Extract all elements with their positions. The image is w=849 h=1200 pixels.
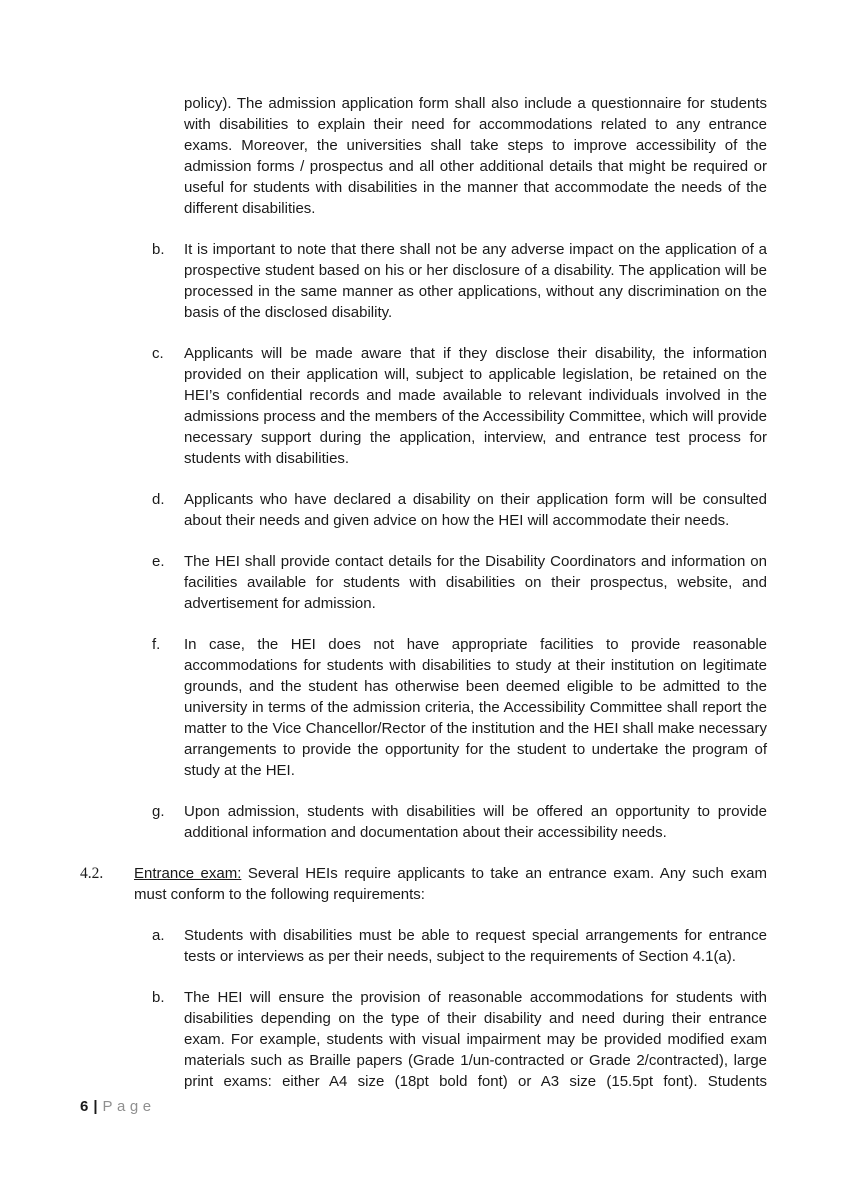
section-number: 4.2. [80,865,104,882]
list-item-text: Applicants who have declared a disability on their application form will be consulted about their needs and given advice on how the HEI will accommodate their needs. [184,491,767,529]
section-4-2 [80,863,767,905]
footer-separator: | [93,1098,98,1115]
list-item-g [152,801,767,843]
list-item-b [152,239,767,323]
list-item-text: Students with disabilities must be able to request special arrangements for entrance tests or interviews as per their needs, subject to the requirements of Section 4.1(a). [184,927,767,965]
list-item-label: c. [152,345,164,362]
sub-item-a [152,925,767,967]
paragraph-continuation: policy). The admission application form shall also include a questionnaire for students with disabilities to explain their need for accommodations related to any entrance exams. Moreover, the universities shall take steps to improve accessibility of the admission forms / prospectus and all other additional details that might be required or useful for students with disabilities in the manner that accommodate the needs of the different disabilities. [184,95,767,217]
list-item-text: In case, the HEI does not have appropriate facilities to provide reasonable accommodations for students with disabilities to study at their institution on legitimate grounds, and the student has otherwise been deemed eligible to be admitted to the university in terms of the admission criteria, the Accessibility Committee shall report the matter to the Vice Chancellor/Rector of the institution and the HEI shall make necessary arrangements to provide the opportunity for the student to undertake the program of study at the HEI. [184,636,767,779]
list-item-label: b. [152,241,165,258]
list-item-text: Applicants will be made aware that if they disclose their disability, the information provided on their application will, subject to applicable legislation, be retained on the HEI’s confidential records and made available to relevant individuals involved in the admissions process and the members of the Accessibility Committee, which will provide necessary support during the application, interview, and entrance test process for students with disabilities. [184,345,767,467]
section-intro [134,863,767,905]
section-intro-text: Several HEIs require applicants to take an entrance exam. Any such exam must conform to the following requirements: [134,865,767,903]
list-item-f [152,634,767,781]
list-item-text: Upon admission, students with disabilities will be offered an opportunity to provide additional information and documentation about their accessibility needs. [184,803,767,841]
list-item-text: The HEI shall provide contact details for the Disability Coordinators and information on facilities available for students with disabilities on their prospectus, website, and advertisement for admission. [184,553,767,612]
list-item-c [152,343,767,469]
list-item-label: g. [152,803,165,820]
page-footer [80,1096,156,1117]
page-body [80,93,767,1112]
list-item-text: It is important to note that there shall not be any adverse impact on the application of a prospective student based on his or her disclosure of a disability. The application will be processed in the same manner as other applications, without any discrimination on the basis of the disclosed disability. [184,241,767,321]
footer-page-label: Page [102,1098,156,1115]
list-item-e [152,551,767,614]
list-item-label: d. [152,491,165,508]
page-number: 6 [80,1098,89,1115]
list-item-label: b. [152,989,165,1006]
list-item-label: e. [152,553,165,570]
list-item-label: f. [152,636,161,653]
section-heading: Entrance exam: [134,865,242,882]
list-item-label: a. [152,927,165,944]
list-item-d [152,489,767,531]
sub-item-b [152,987,767,1092]
list-item-text: The HEI will ensure the provision of reasonable accommodations for students with disabilities depending on the type of their disability and need during their entrance exam. For example, students with visual impairment may be provided modified exam materials such as Braille papers (Grade 1/un-contracted or Grade 2/contracted), large print exams: either A4 size (18pt bold font) or A3 size (15.5pt font). Students [184,989,767,1090]
